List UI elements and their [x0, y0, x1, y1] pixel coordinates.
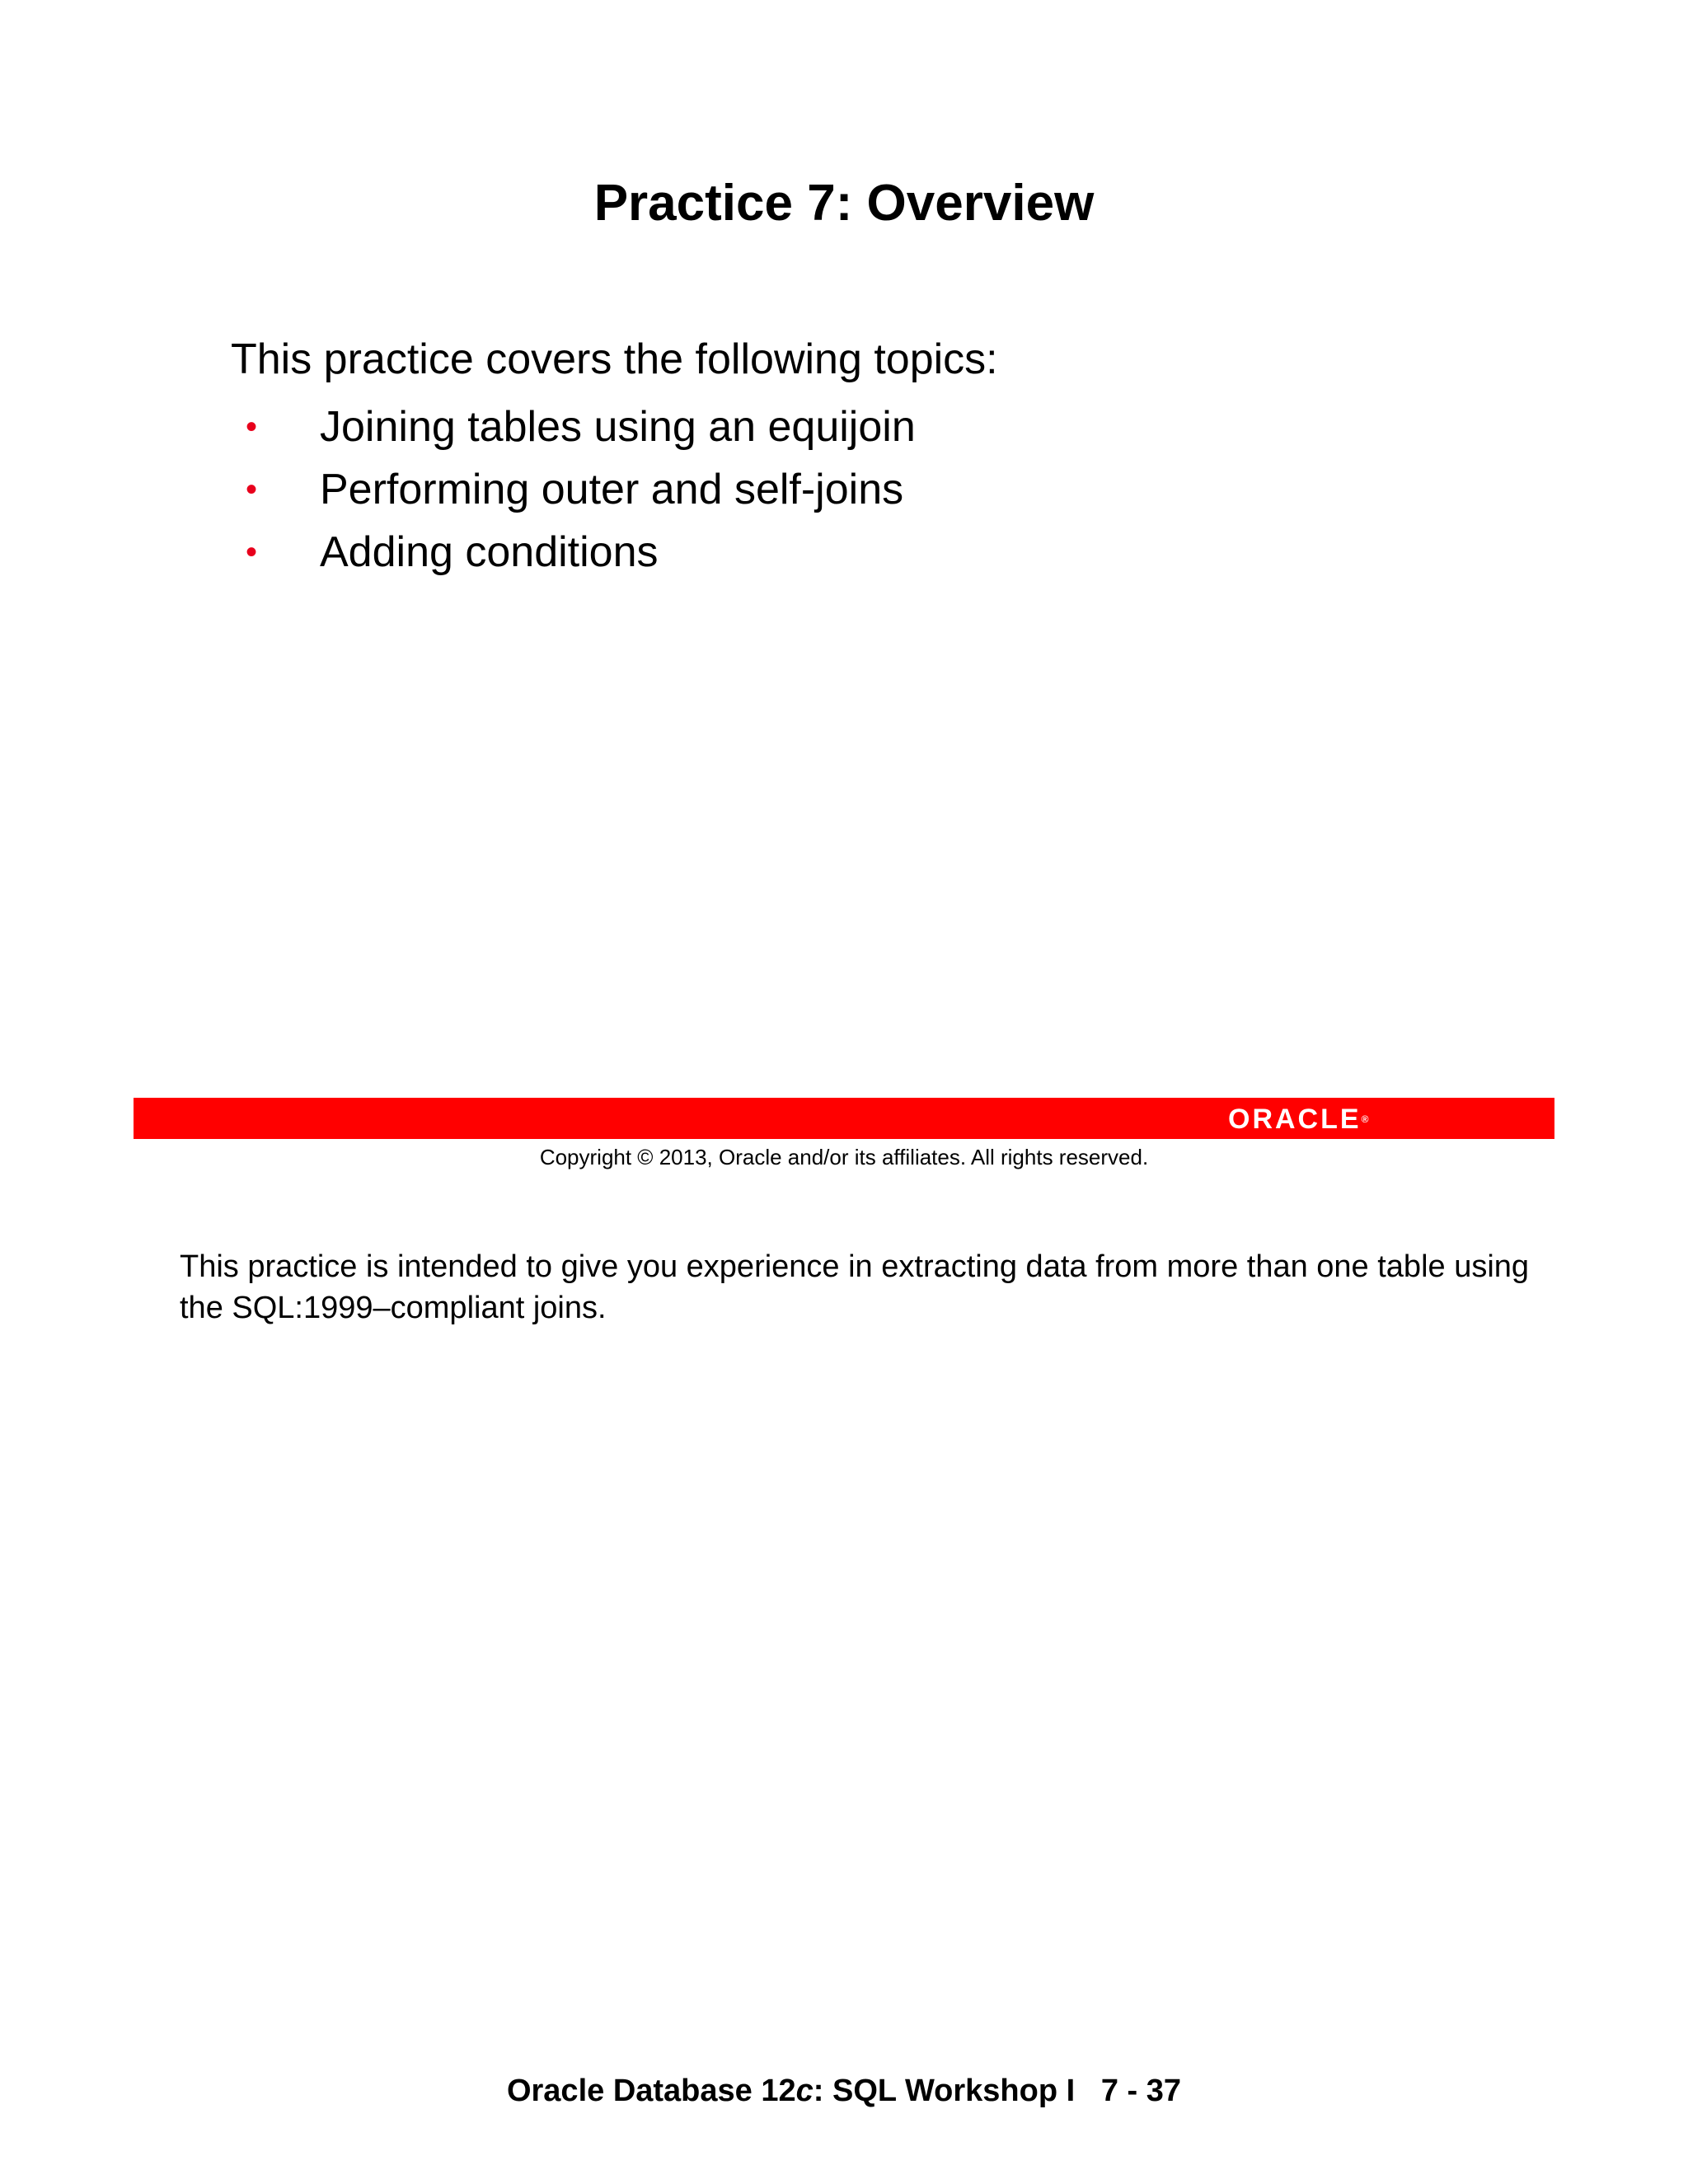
copyright-text: Copyright © 2013, Oracle and/or its affiliates. All rights reserved. [539, 1145, 1149, 1169]
footer-italic: c [795, 2074, 814, 2108]
topic-text: Joining tables using an equijoin [320, 403, 916, 451]
topic-text: Adding conditions [320, 528, 659, 576]
footer-prefix: Oracle Database 12 [506, 2074, 796, 2108]
intro-text: This practice covers the following topics: [231, 335, 998, 383]
slide-title: Practice 7: Overview [593, 175, 1095, 232]
registered-icon: ® [1361, 1113, 1369, 1125]
bullet-icon: • [246, 534, 258, 570]
topic-text: Performing outer and self-joins [320, 466, 904, 513]
oracle-logo [1228, 1105, 1368, 1133]
footer-suffix: : SQL Workshop I [813, 2074, 1076, 2108]
bullet-icon: • [246, 471, 258, 508]
logo-text: ORACLE [1228, 1104, 1362, 1135]
page-number: 7 - 37 [1100, 2074, 1182, 2108]
bullet-icon: • [246, 409, 258, 445]
notes-paragraph: This practice is intended to give you experience in extracting data from more than one table using the SQL:1999–compliant joins. [180, 1249, 1530, 1325]
page-footer [0, 2073, 1688, 2111]
